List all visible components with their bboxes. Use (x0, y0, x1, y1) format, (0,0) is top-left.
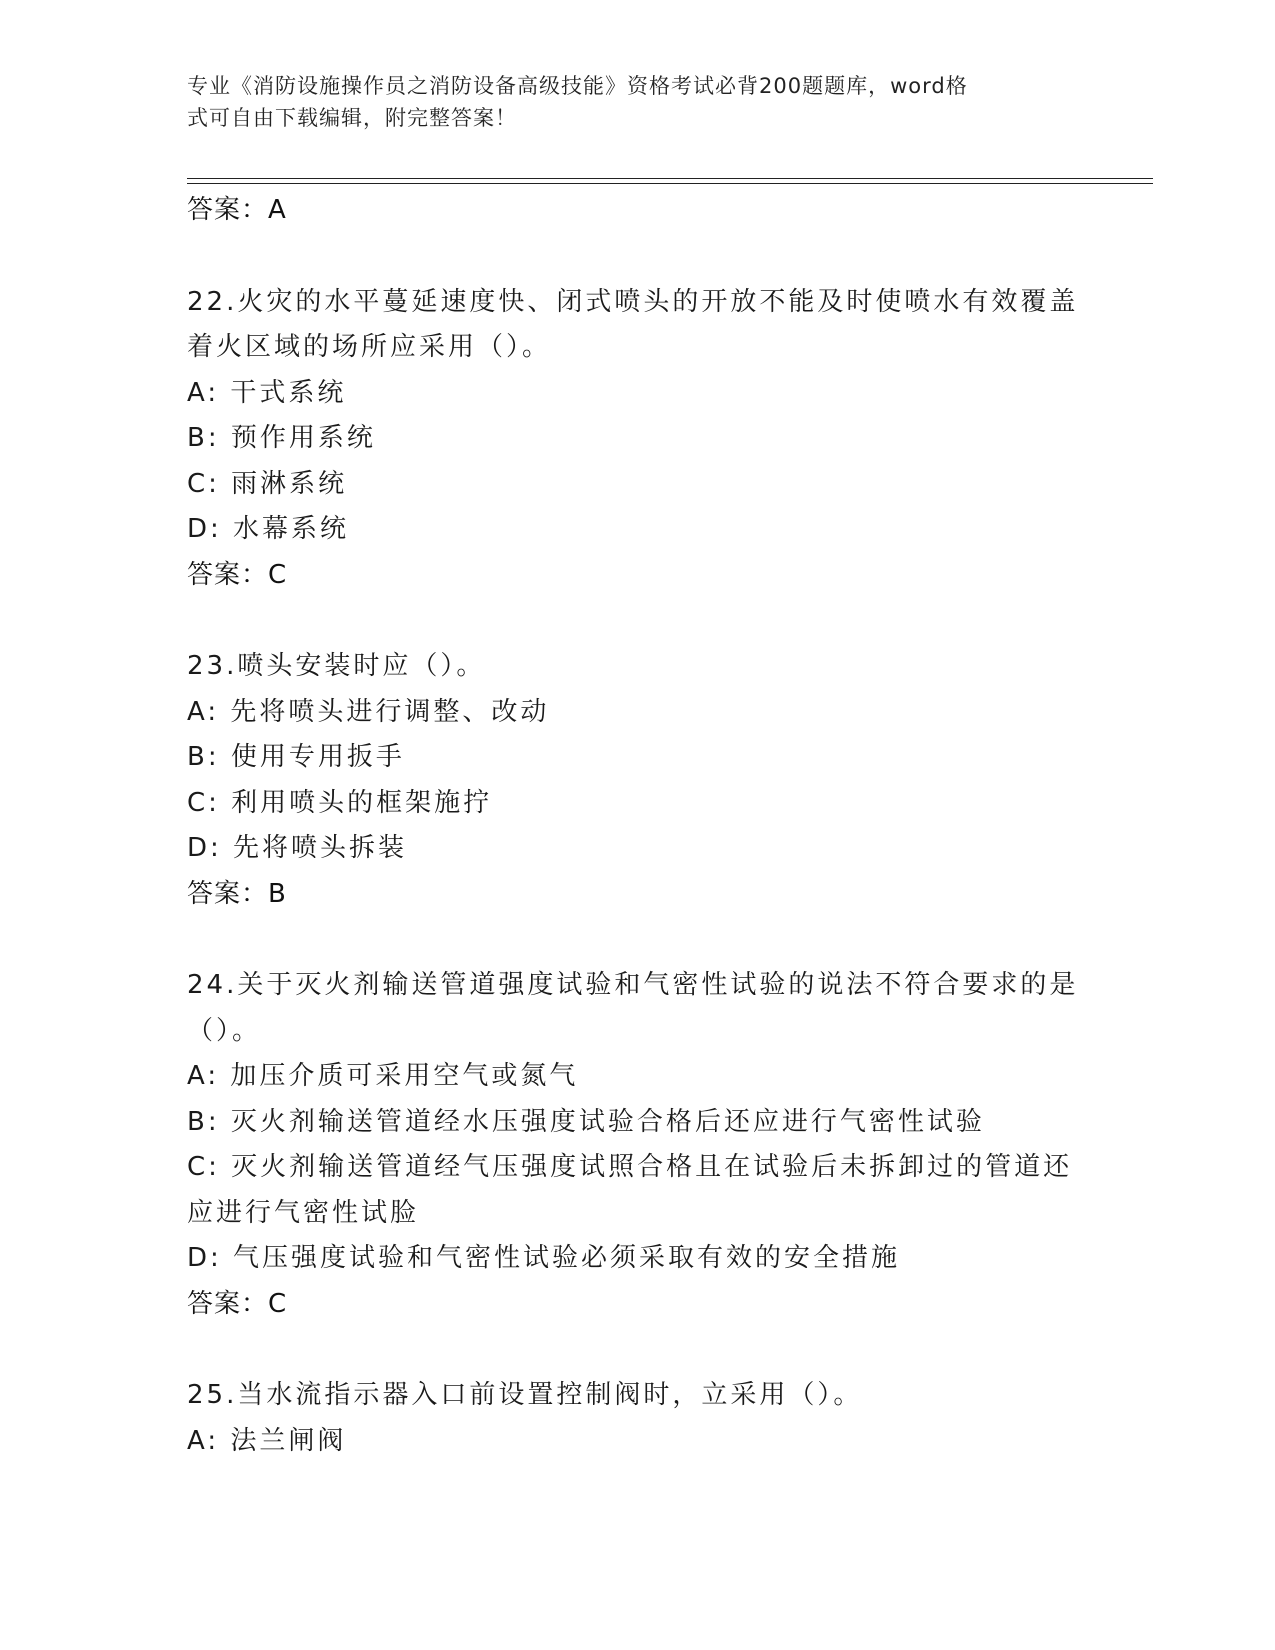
spacer (187, 917, 1087, 963)
option-d: D: 水幕系统 (187, 514, 350, 544)
question-25 (187, 1373, 1087, 1464)
option-c-continued: 应进行气密性试脸 (187, 1197, 420, 1228)
header-rule-bottom (187, 183, 1153, 184)
question-23 (187, 644, 1087, 917)
answer-line: 答案：A (187, 195, 287, 225)
question-stem: 25.当水流指示器入口前设置控制阀时，立采用（）。 (187, 1380, 863, 1410)
spacer (187, 598, 1087, 644)
question-stem: 22.火灾的水平蔓延速度快、闭式喷头的开放不能及时使喷水有效覆盖 (187, 286, 1079, 317)
option-c: C: 雨淋系统 (187, 468, 348, 499)
option-b: B: 预作用系统 (187, 423, 376, 453)
question-stem: （）。 (187, 1015, 262, 1046)
header-line-2: 式可自由下载编辑，附完整答案！ (187, 106, 517, 130)
header-rule-top (187, 178, 1153, 179)
spacer (187, 234, 1087, 280)
option-d: D: 先将喷头拆装 (187, 833, 408, 863)
document-header (187, 70, 1067, 134)
option-b: B: 使用专用扳手 (187, 742, 405, 772)
question-list (187, 188, 1087, 1464)
option-c: C: 利用喷头的框架施拧 (187, 787, 493, 818)
option-a: A: 干式系统 (187, 377, 347, 408)
option-d: D: 气压强度试验和气密性试验必须采取有效的安全措施 (187, 1243, 901, 1273)
question-22 (187, 280, 1087, 599)
question-stem: 着火区域的场所应采用（）。 (187, 332, 552, 362)
question-stem: 24.关于灭火剂输送管道强度试验和气密性试验的说法不符合要求的是 (187, 970, 1079, 1000)
question-stem: 23.喷头安装时应（）。 (187, 651, 486, 681)
option-b: B: 灭火剂输送管道经水压强度试验合格后还应进行气密性试验 (187, 1106, 985, 1137)
answer-line: 答案：C (187, 1288, 288, 1319)
option-a: A: 加压介质可采用空气或氮气 (187, 1061, 579, 1091)
option-a: A: 法兰闸阀 (187, 1425, 347, 1456)
header-line-1: 专业《消防设施操作员之消防设备高级技能》资格考试必背200题题库，word格 (187, 74, 968, 98)
option-c: C: 灭火剂输送管道经气压强度试照合格且在试验后未拆卸过的管道还 (187, 1152, 1073, 1182)
option-a: A: 先将喷头进行调整、改动 (187, 696, 550, 727)
question-24 (187, 963, 1087, 1327)
answer-line: 答案：C (187, 559, 288, 590)
answer-line: 答案：B (187, 878, 287, 909)
spacer (187, 1327, 1087, 1373)
